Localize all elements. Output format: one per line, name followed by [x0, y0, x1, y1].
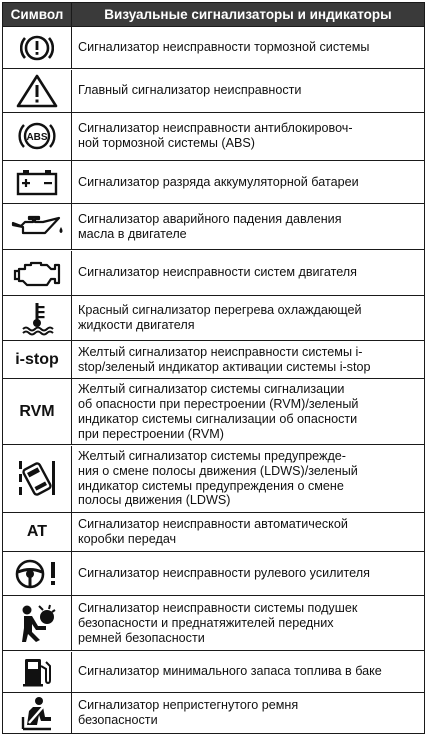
- svg-text:ABS: ABS: [26, 132, 48, 144]
- table-row-icon-cell: [3, 296, 72, 341]
- fuel-icon: [20, 656, 54, 688]
- table-row-icon-cell: [3, 513, 72, 552]
- table-row-text: Сигнализатор минимального запаса топлива в баке: [72, 652, 424, 693]
- table-row-text: Сигнализатор неисправности тормозной системы: [72, 27, 424, 69]
- brake-warning-icon: [20, 31, 54, 65]
- table-row-icon-cell: [3, 693, 72, 733]
- table-row-icon-cell: [3, 552, 72, 596]
- table-row-icon-cell: [3, 341, 72, 379]
- master-warning-icon: [15, 73, 59, 109]
- engine-check-icon: [11, 257, 63, 289]
- table-row-text: Сигнализатор неисправности систем двигателя: [72, 251, 424, 296]
- table-row-text: Красный сигнализатор перегрева охлаждающей жидкости двигателя: [72, 296, 424, 341]
- table-row-icon-cell: [3, 652, 72, 693]
- table-row-text: Сигнализатор аварийного падения давления масла в двигателе: [72, 204, 424, 250]
- istop-icon: i-stop: [15, 350, 59, 368]
- table-row-icon-cell: [3, 251, 72, 296]
- rvm-icon: RVM: [19, 402, 55, 420]
- table-row-icon-cell: [3, 596, 72, 651]
- table-row-icon-cell: [3, 113, 72, 161]
- table-row-text: Главный сигнализатор неисправности: [72, 70, 424, 113]
- airbag-icon: [16, 602, 58, 644]
- seatbelt-icon: [17, 695, 57, 731]
- table-row-icon-cell: [3, 27, 72, 69]
- power-steering-icon: [13, 557, 61, 591]
- battery-icon: [15, 168, 59, 196]
- table-row-text: Сигнализатор неисправности системы подушек безопасности и преднатяжителей передних ремней безопасности: [72, 596, 424, 651]
- table-row-icon-cell: [3, 204, 72, 250]
- table-row-text: Сигнализатор неисправности антиблокировоч- ной тормозной системы (ABS): [72, 113, 424, 161]
- indicator-table: [2, 2, 425, 734]
- table-row-icon-cell: [3, 161, 72, 204]
- table-row-text: Желтый сигнализатор неисправности системы i- stop/зеленый индикатор активации системы i-stop: [72, 341, 424, 379]
- oil-pressure-icon: [9, 211, 65, 243]
- table-row-text: Желтый сигнализатор системы сигнализации об опасности при перестроении (RVM)/зеленый индикатор системы сигнализации об опасности при перестроении (RVM): [72, 379, 424, 445]
- header-symbol: Символ: [3, 3, 72, 27]
- lane-departure-icon: [16, 457, 58, 501]
- at-icon: AT: [26, 522, 48, 540]
- table-row-text: Сигнализатор непристегнутого ремня безопасности: [78, 697, 299, 727]
- header-description: Визуальные сигнализаторы и индикаторы: [72, 3, 424, 27]
- table-row-icon-cell: [3, 379, 72, 445]
- abs-icon: [17, 117, 57, 155]
- table-row-icon-cell: [3, 70, 72, 113]
- table-row-text: Сигнализатор неисправности рулевого усилителя: [72, 552, 424, 596]
- table-row-icon-cell: [3, 446, 72, 513]
- coolant-temperature-icon: [17, 300, 57, 336]
- table-row-text: Желтый сигнализатор системы предупрежде- ния о смене полосы движения (LDWS)/зеленый индикатор системы предупреждения о смене полосы движения (LDWS): [72, 446, 424, 513]
- table-row-text: Сигнализатор неисправности автоматической коробки передач: [72, 513, 424, 552]
- table-row-text: Сигнализатор разряда аккумуляторной батареи: [72, 161, 424, 204]
